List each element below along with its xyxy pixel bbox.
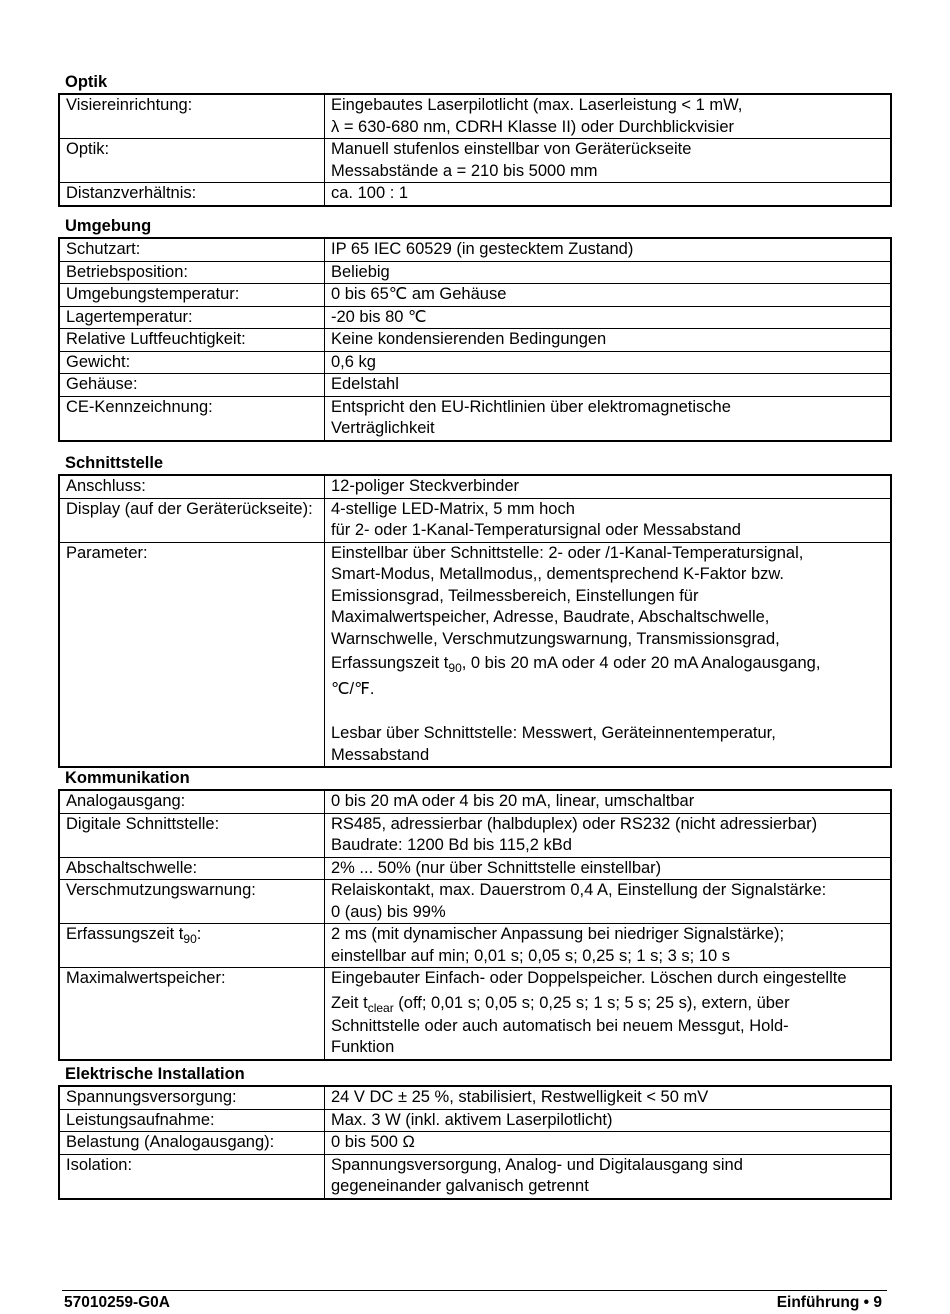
- spec-table: [58, 1085, 892, 1200]
- row-key: Umgebungstemperatur:: [59, 284, 325, 307]
- table-row: [59, 790, 891, 813]
- row-value: Entspricht den EU-Richtlinien über elektromagnetische Verträglichkeit: [325, 396, 892, 441]
- table-row: [59, 880, 891, 924]
- table-row: [59, 857, 891, 880]
- table-row: [59, 351, 891, 374]
- table-row: [59, 924, 891, 968]
- row-key: Leistungsaufnahme:: [59, 1109, 325, 1132]
- row-key: Isolation:: [59, 1154, 325, 1199]
- table-row: [59, 498, 891, 542]
- row-key: Belastung (Analogausgang):: [59, 1132, 325, 1155]
- row-key: Distanzverhältnis:: [59, 183, 325, 206]
- table-row: [59, 284, 891, 307]
- row-key: Betriebsposition:: [59, 261, 325, 284]
- row-value: Edelstahl: [325, 374, 892, 397]
- table-row: [59, 968, 891, 1060]
- section-kommunikation: [58, 768, 892, 1061]
- section-title: Schnittstelle: [65, 454, 164, 472]
- row-key: Optik:: [59, 139, 325, 183]
- row-value: 24 V DC ± 25 %, stabilisiert, Restwelligkeit < 50 mV: [325, 1086, 892, 1109]
- row-value: 0,6 kg: [325, 351, 892, 374]
- section-schnittstelle: [58, 453, 892, 768]
- spec-table: [58, 93, 892, 207]
- row-key: Verschmutzungswarnung:: [59, 880, 325, 924]
- table-row: [59, 329, 891, 352]
- row-key: Anschluss:: [59, 475, 325, 498]
- row-value: 2 ms (mit dynamischer Anpassung bei niedriger Signalstärke); einstellbar auf min; 0,01 s; 0,05 s; 0,25 s; 1 s; 3 s; 10 s: [325, 924, 892, 968]
- page-label: Einführung • 9: [776, 1294, 882, 1311]
- section-title: Elektrische Installation: [65, 1065, 245, 1083]
- table-row: [59, 183, 891, 206]
- row-key: Gewicht:: [59, 351, 325, 374]
- table-row: [59, 813, 891, 857]
- row-value: RS485, adressierbar (halbduplex) oder RS232 (nicht adressierbar) Baudrate: 1200 Bd bis 115,2 kBd: [325, 813, 892, 857]
- row-value: 0 bis 65℃ am Gehäuse: [325, 284, 892, 307]
- row-value: 2% ... 50% (nur über Schnittstelle einstellbar): [325, 857, 892, 880]
- row-key: Spannungsversorgung:: [59, 1086, 325, 1109]
- section-title: Umgebung: [65, 217, 152, 235]
- table-row: [59, 1154, 891, 1199]
- table-row: [59, 1086, 891, 1109]
- row-value: Spannungsversorgung, Analog- und Digitalausgang sind gegeneinander galvanisch getrennt: [325, 1154, 892, 1199]
- row-key: CE-Kennzeichnung:: [59, 396, 325, 441]
- row-value: 0 bis 500 Ω: [325, 1132, 892, 1155]
- table-row: [59, 396, 891, 441]
- row-value: 0 bis 20 mA oder 4 bis 20 mA, linear, umschaltbar: [325, 790, 892, 813]
- row-value: Eingebautes Laserpilotlicht (max. Laserleistung < 1 mW, λ = 630-680 nm, CDRH Klasse II) oder Durchblickvisier: [325, 94, 892, 139]
- table-row: [59, 1132, 891, 1155]
- row-key: Lagertemperatur:: [59, 306, 325, 329]
- row-key: Maximalwertspeicher:: [59, 968, 325, 1060]
- section-elektrische-installation: [58, 1064, 892, 1200]
- row-value: 12-poliger Steckverbinder: [325, 475, 892, 498]
- row-key: Relative Luftfeuchtigkeit:: [59, 329, 325, 352]
- row-key: Erfassungszeit $t_{90}$:: [59, 924, 325, 968]
- row-value: Einstellbar über Schnittstelle: 2- oder /1-Kanal-Temperatursignal, Smart-Modus, Metallmodus,, dementsprechend K-Faktor bzw. Emissionsgrad, Teilmessbereich, Einstellungen für Maximalwertspeicher, Adresse, Baudrate, Abschaltschwelle, Warnschwelle, Verschmutzungswarnung, Transmissionsgrad, Erfassungszeit $t_{90}$, 0 bis 20 mA oder 4 oder 20 mA Analogausgang, ℃/℉. Lesbar über Schnittstelle: Messwert, Geräteinnentemperatur, Messabstand: [325, 542, 892, 767]
- spec-table: [58, 474, 892, 768]
- table-row: [59, 94, 891, 139]
- row-value: Max. 3 W (inkl. aktivem Laserpilotlicht): [325, 1109, 892, 1132]
- section-umgebung: [58, 216, 892, 442]
- table-row: [59, 238, 891, 261]
- table-row: [59, 475, 891, 498]
- row-value: Relaiskontakt, max. Dauerstrom 0,4 A, Einstellung der Signalstärke: 0 (aus) bis 99%: [325, 880, 892, 924]
- row-value: Eingebauter Einfach- oder Doppelspeicher. Löschen durch eingestellte Zeit $t_{clear}$ (off; 0,01 s; 0,05 s; 0,25 s; 1 s; 5 s; 25 s), extern, über Schnittstelle oder auch automatisch bei neuem Messgut, Hold- Funktion: [325, 968, 892, 1060]
- footer-divider: [62, 1290, 887, 1291]
- table-row: [59, 261, 891, 284]
- section-title: Kommunikation: [65, 769, 190, 787]
- document-number: 57010259-G0A: [64, 1294, 170, 1311]
- table-row: [59, 374, 891, 397]
- row-key: Analogausgang:: [59, 790, 325, 813]
- row-value: Keine kondensierenden Bedingungen: [325, 329, 892, 352]
- row-value: Manuell stufenlos einstellbar von Geräterückseite Messabstände a = 210 bis 5000 mm: [325, 139, 892, 183]
- table-row: [59, 542, 891, 767]
- spec-table: [58, 789, 892, 1061]
- section-title: Optik: [65, 73, 108, 91]
- row-value: -20 bis 80 ℃: [325, 306, 892, 329]
- row-key: Abschaltschwelle:: [59, 857, 325, 880]
- row-value: Beliebig: [325, 261, 892, 284]
- row-value: 4-stellige LED-Matrix, 5 mm hoch für 2- oder 1-Kanal-Temperatursignal oder Messabstand: [325, 498, 892, 542]
- row-key: Digitale Schnittstelle:: [59, 813, 325, 857]
- row-key: Schutzart:: [59, 238, 325, 261]
- table-row: [59, 139, 891, 183]
- row-key: Parameter:: [59, 542, 325, 767]
- table-row: [59, 306, 891, 329]
- section-optik: [58, 72, 892, 207]
- row-key: Display (auf der Geräterückseite):: [59, 498, 325, 542]
- table-row: [59, 1109, 891, 1132]
- spec-table: [58, 237, 892, 442]
- row-value: ca. 100 : 1: [325, 183, 892, 206]
- row-key: Gehäuse:: [59, 374, 325, 397]
- row-key: Visiereinrichtung:: [59, 94, 325, 139]
- row-value: IP 65 IEC 60529 (in gestecktem Zustand): [325, 238, 892, 261]
